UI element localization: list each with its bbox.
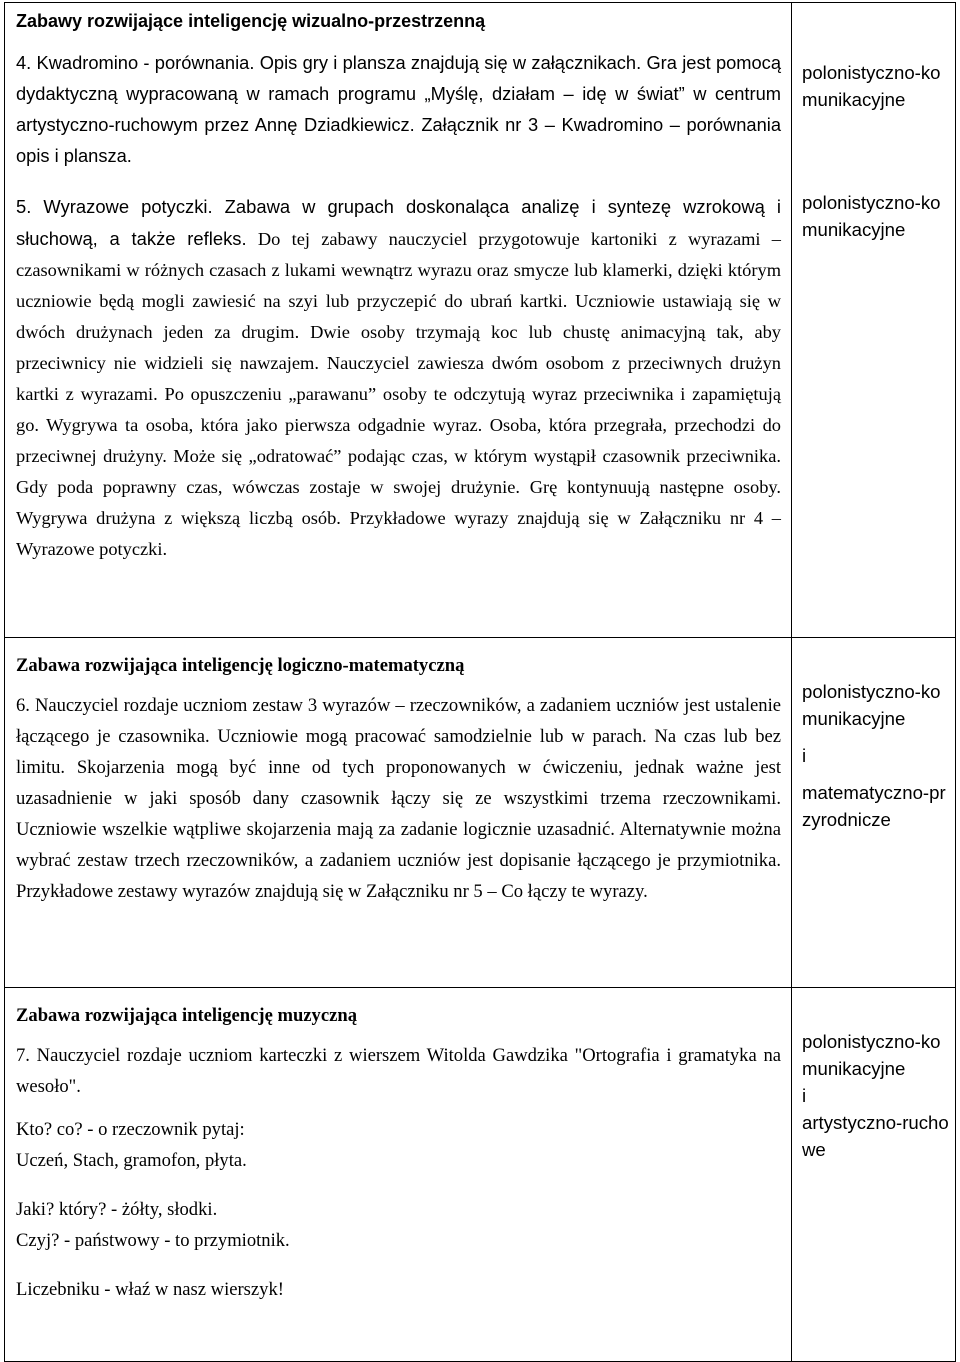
side-label-and-7: i: [802, 1085, 807, 1106]
side-cell-visual-spatial: [792, 3, 956, 638]
row-musical: [5, 988, 956, 1362]
section-heading-logical-mathematical: Zabawa rozwijająca inteligencję logiczno-matematyczną: [16, 655, 465, 676]
side-label-polonistic-6: polonistyczno-komunikacyjne: [802, 681, 941, 729]
side-label-item-5: polonistyczno-komunikacyjne: [802, 192, 941, 240]
side-label-item-4: polonistyczno-komunikacyjne: [802, 62, 941, 110]
side-cell-musical: [792, 988, 956, 1362]
poem-line: Liczebniku - właź w nasz wierszyk!: [16, 1279, 284, 1300]
main-cell-visual-spatial: [5, 3, 792, 638]
item-5-body: Do tej zabawy nauczyciel przygotowuje kartoniki z wyrazami – czasownikami w różnych czasach z lukami wewnątrz wyrazu oraz smycze lub klamerki, dzięki którym uczniowie będą mogli zawiesić na szyi lub przyczepić do ubrań kartki. Uczniowie ustawiają się w dwóch drużynach jeden za drugim. Dwie osoby trzymają koc lub chustę animacyjną tak, aby przeciwnicy nie widzieli się nawzajem. Nauczyciel zawiesza dwóm osobom z przeciwnych drużyn kartki z wyrazami. Po opuszczeniu „parawanu” osoby te odczytują wyraz przeciwnika i zapamiętują go. Wygrywa ta osoba, która jako pierwsza odgadnie wyraz. Osoba, która przegrała, przechodzi do przeciwnej drużyny. Może się „odratować” podając czas, w którym wystąpił czasownik przeciwnika. Gdy poda poprawny czas, wówczas zostaje w swojej drużynie. Grę kontynuują następne osoby. Wygrywa drużyna z większą liczbą osób. Przykładowe wyrazy znajdują się w Załączniku nr 4 – Wyrazowe potyczki.: [16, 229, 781, 559]
main-cell-logical-mathematical: [5, 638, 792, 988]
poem-line: [16, 1176, 781, 1194]
side-label-and-6: i: [802, 745, 807, 766]
row-logical-mathematical: [5, 638, 956, 988]
poem-line: [16, 1256, 781, 1274]
side-label-polonistic-7: polonistyczno-komunikacyjne: [802, 1031, 941, 1079]
poem-line: Kto? co? - o rzeczownik pytaj:: [16, 1119, 245, 1140]
section-heading-musical: Zabawa rozwijająca inteligencję muzyczną: [16, 1005, 357, 1026]
item-6-text: 6. Nauczyciel rozdaje uczniom zestaw 3 wyrazów – rzeczowników, a zadaniem uczniów jest ustalenie łączącego je czasownika. Uczniowie mogą pracować samodzielnie lub w parach. Na czas lub bez limitu. Skojarzenia mogą być inne od tych proponowanych w ćwiczeniu, jednak ważne jest uzasadnienie w jaki sposób dany czasownik łączy się ze wszystkimi trzema rzeczownikami. Uczniowie wszelkie wątpliwe skojarzenia mają za zadanie logicznie uzasadnić. Alternatywnie można wybrać zestaw trzech rzeczowników, a zadaniem uczniów jest dopisanie łączącego je przymiotnika. Przykładowe zestawy wyrazów znajdują się w Załączniku nr 5 – Co łączy te wyrazy.: [16, 695, 781, 902]
section-heading-visual-spatial: Zabawy rozwijające inteligencję wizualno-przestrzenną: [16, 11, 486, 31]
item-4-kwadromino: 4. Kwadromino - porównania. Opis gry i plansza znajdują się w załącznikach. Gra jest pomocą dydaktyczną wypracowaną w ramach programu „Myślę, działam – idę w świat” w centrum artystyczno-ruchowym przez Annę Dziadkiewicz. Załącznik nr 3 – Kwadromino – porównania opis i plansza.: [16, 52, 781, 166]
side-label-mathematical-6: matematyczno-przyrodnicze: [802, 782, 946, 830]
poem-line: Uczeń, Stach, gramofon, płyta.: [16, 1150, 247, 1171]
poem-line: Jaki? który? - żółty, słodki.: [16, 1199, 218, 1220]
lesson-plan-table: [4, 2, 956, 1362]
item-5-title: 5. Wyrazowe potyczki. Zabawa w grupach doskonaląca analizę i syntezę wzrokową i słuchową, a także refleks.: [16, 196, 781, 249]
poem-line: Czyj? - państwowy - to przymiotnik.: [16, 1230, 290, 1251]
side-label-artistic-7: artystyczno-ruchowe: [802, 1112, 949, 1160]
row-visual-spatial: [5, 3, 956, 638]
poem-excerpt: [16, 1114, 781, 1305]
item-5-lead: [16, 191, 781, 565]
item-7-text: 7. Nauczyciel rozdaje uczniom karteczki z wierszem Witolda Gawdzika "Ortografia i gramatyka na wesoło".: [16, 1045, 781, 1097]
side-cell-logical-mathematical: [792, 638, 956, 988]
main-cell-musical: [5, 988, 792, 1362]
